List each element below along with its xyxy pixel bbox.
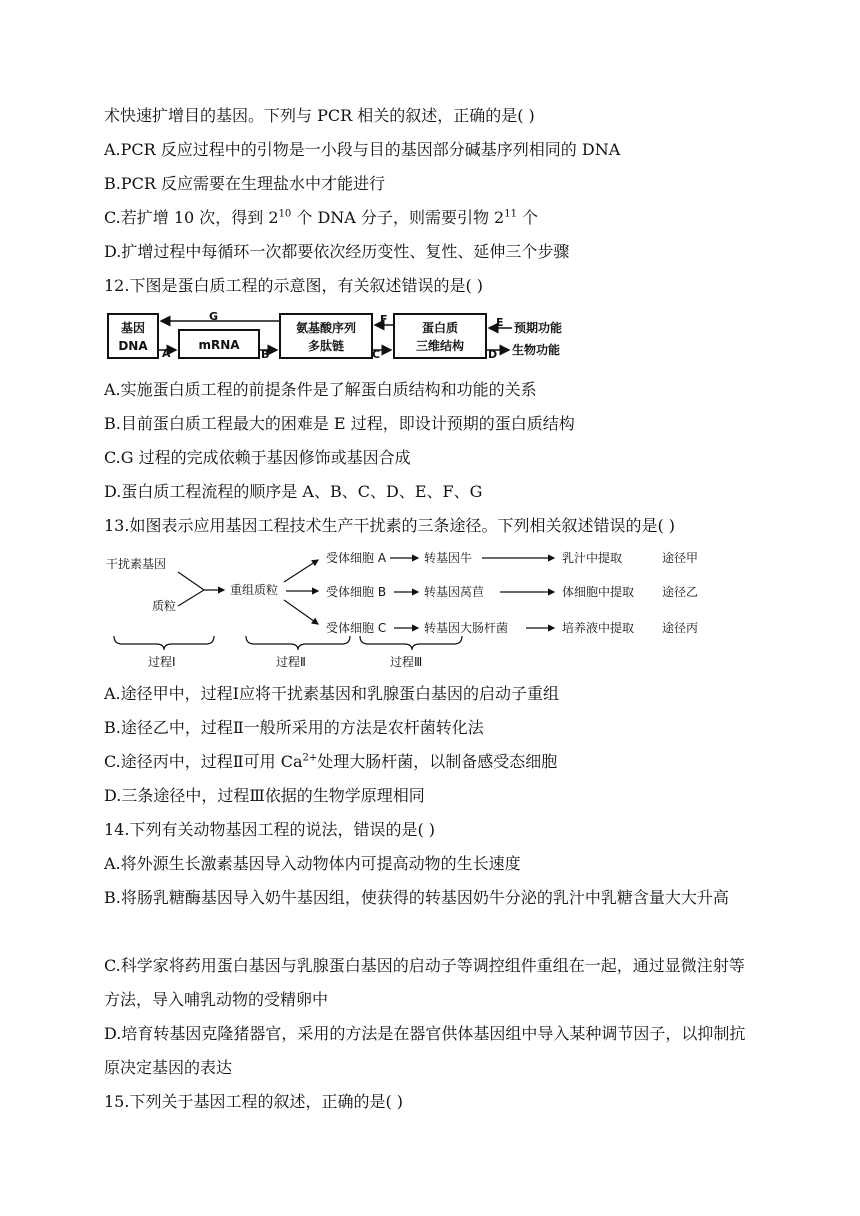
q12-option-c: C.G 过程的完成依赖于基因修饰或基因合成 (104, 448, 411, 467)
q11c-sup2: 11 (504, 208, 517, 220)
q11c-part3: 个 (516, 208, 539, 227)
label-e: E (496, 316, 504, 329)
label-process-2: 过程Ⅱ (276, 655, 306, 669)
label-c: C (372, 348, 381, 361)
label-dna: DNA (118, 339, 148, 353)
label-amino-acid-seq: 氨基酸序列 (295, 321, 357, 335)
brace-process-1 (114, 636, 214, 650)
label-transgenic-cow: 转基因牛 (424, 551, 473, 565)
q13c-part1: C.途径丙中，过程Ⅱ可用 Ca (104, 752, 303, 771)
label-g: G (209, 310, 219, 323)
q14-stem: 14.下列有关动物基因工程的说法，错误的是( ) (104, 820, 436, 839)
label-d: D (488, 348, 498, 361)
protein-engineering-diagram (104, 310, 584, 362)
brace-process-3 (360, 636, 462, 650)
label-milk-extract: 乳汁中提取 (562, 551, 623, 565)
q12-stem: 12.下图是蛋白质工程的示意图，有关叙述错误的是( ) (104, 276, 484, 295)
q11-option-c (104, 208, 538, 228)
label-a: A (162, 347, 171, 360)
label-culture-extract: 培养液中提取 (562, 621, 635, 635)
label-protein: 蛋白质 (421, 321, 459, 335)
label-path-c: 途径丙 (662, 621, 699, 635)
q13-option-b: B.途径乙中，过程Ⅱ一般所采用的方法是农杆菌转化法 (104, 718, 484, 737)
label-cell-a: 受体细胞 A (326, 551, 387, 565)
q13c-sup: 2+ (302, 752, 318, 764)
q11-option-b: B.PCR 反应需要在生理盐水中才能进行 (104, 174, 385, 193)
q11-option-d: D.扩增过程中每循环一次都要依次经历变性、复性、延伸三个步骤 (104, 242, 570, 261)
q12-option-d: D.蛋白质工程流程的顺序是 A、B、C、D、E、F、G (104, 482, 483, 501)
q13-stem: 13.如图表示应用基因工程技术生产干扰素的三条途径。下列相关叙述错误的是( ) (104, 516, 676, 535)
q12-option-b: B.目前蛋白质工程最大的困难是 E 过程，即设计预期的蛋白质结构 (104, 414, 575, 433)
q14-option-c: C.科学家将药用蛋白基因与乳腺蛋白基因的启动子等调控组件重组在一起，通过显微注射等方法，导入哺乳动物的受精卵中 (104, 956, 745, 1009)
merge-lines (178, 572, 204, 606)
interferon-pathways-diagram (104, 546, 724, 672)
label-plasmid: 质粒 (152, 599, 177, 613)
q13-option-d: D.三条途径中，过程Ⅲ依据的生物学原理相同 (104, 786, 425, 805)
q11c-part1: C.若扩增 10 次，得到 2 (104, 208, 279, 227)
label-path-a: 途径甲 (662, 551, 699, 565)
label-transgenic-lettuce: 转基因莴苣 (424, 585, 485, 599)
brace-process-2 (246, 636, 350, 650)
label-path-b: 途径乙 (662, 585, 699, 599)
label-cell-extract: 体细胞中提取 (562, 585, 635, 599)
q11-option-a: A.PCR 反应过程中的引物是一小段与目的基因部分碱基序列相同的 DNA (104, 140, 621, 159)
label-3d-structure: 三维结构 (415, 339, 465, 353)
q14-option-a: A.将外源生长激素基因导入动物体内可提高动物的生长速度 (104, 854, 521, 873)
label-process-3: 过程Ⅲ (390, 655, 423, 669)
label-f: F (380, 313, 388, 326)
label-recombinant-plasmid: 重组质粒 (230, 583, 279, 597)
arrow-to-cell-a (284, 560, 318, 582)
arrow-to-cell-c (284, 600, 318, 624)
q14-option-b: B.将肠乳糖酶基因导入奶牛基因组，使获得的转基因奶牛分泌的乳汁中乳糖含量大大升高 (104, 888, 729, 907)
q15-stem: 15.下列关于基因工程的叙述，正确的是( ) (104, 1092, 404, 1111)
label-expected-function: 预期功能 (514, 321, 563, 335)
q13c-part2: 处理大肠杆菌，以制备感受态细胞 (317, 752, 558, 771)
label-transgenic-ecoli: 转基因大肠杆菌 (424, 621, 509, 635)
q11c-sup1: 10 (278, 208, 292, 220)
label-gene: 基因 (120, 321, 146, 335)
q11c-part2: 个 DNA 分子，则需要引物 2 (291, 208, 505, 227)
q13-option-a: A.途径甲中，过程Ⅰ应将干扰素基因和乳腺蛋白基因的启动子重组 (104, 684, 559, 703)
label-mrna: mRNA (198, 338, 240, 352)
label-biological-function: 生物功能 (512, 343, 561, 357)
label-cell-c: 受体细胞 C (326, 621, 387, 635)
q11-stem-tail: 术快速扩增目的基因。下列与 PCR 相关的叙述，正确的是( ) (104, 106, 535, 125)
label-b: B (261, 348, 270, 361)
label-process-1: 过程Ⅰ (148, 655, 176, 669)
label-ifn-gene: 干扰素基因 (106, 557, 167, 571)
q12-option-a: A.实施蛋白质工程的前提条件是了解蛋白质结构和功能的关系 (104, 380, 537, 399)
label-polypeptide: 多肽链 (307, 339, 345, 353)
q14-option-d: D.培育转基因克隆猪器官，采用的方法是在器官供体基因组中导入某种调节因子，以抑制抗原决定基因的表达 (104, 1024, 746, 1077)
label-cell-b: 受体细胞 B (326, 585, 387, 599)
q13-option-c (104, 752, 557, 772)
